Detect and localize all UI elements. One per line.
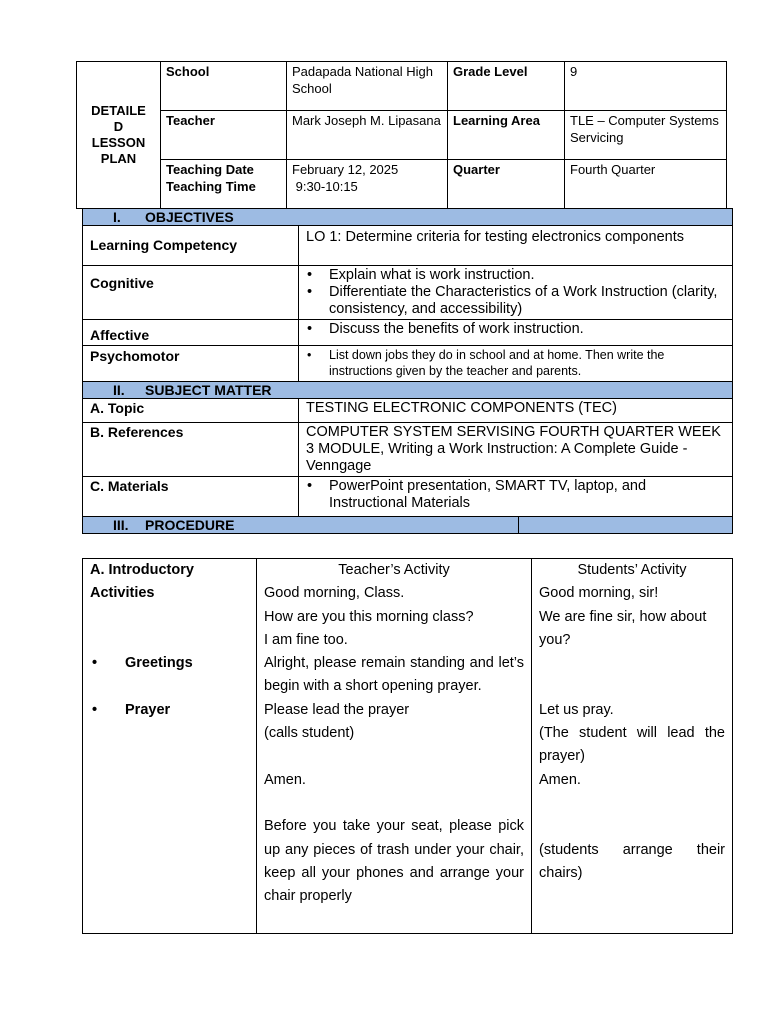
students-activity-cell [532,559,733,934]
objectives-heading: OBJECTIVES [145,209,234,225]
references-label: B. References [83,423,299,477]
student-line: Let us pray. [539,701,614,718]
greetings-bullet: • Greetings [92,655,193,672]
prayer-bullet: • Prayer [92,701,171,718]
teacher-line: (calls student) [264,725,355,742]
grade-level-label: Grade Level [448,62,565,111]
objectives-section-header: I. OBJECTIVES [83,209,733,226]
school-value: Padapada National High School [287,62,448,111]
objectives-table [82,208,733,534]
learning-area-label: Learning Area [448,111,565,160]
procedure-heading: PROCEDURE [145,517,235,533]
psychomotor-items [299,346,733,382]
procedure-table [82,558,733,934]
students-activity-header: Students’ Activity [577,562,687,578]
teacher-line: Alright, please remain standing and let’s begin with a short opening prayer. [264,655,524,695]
quarter-value: Fourth Quarter [565,160,727,209]
grade-level-value: 9 [565,62,727,111]
student-line: Good morning, sir! [539,585,659,602]
teacher-value: Mark Joseph M. Lipasana [287,111,448,160]
teacher-line: Before you take your seat, please pick up any pieces of trash under your chair, keep all your phones and arrange your chair properly [264,818,524,905]
teacher-line: Please lead the prayer [264,701,410,718]
list-item: • Differentiate the Characteristics of a Work Instruction (clarity, consistency, and accessibility) [329,284,725,318]
list-item: • Discuss the benefits of work instruction. [329,321,725,338]
school-label: School [161,62,287,111]
lesson-plan-title: DETAILE D LESSON PLAN [77,62,161,209]
list-item: • List down jobs they do in school and at home. Then write the instructions given by the teacher and parents. [329,347,725,379]
student-line: (students arrange their chairs) [539,841,725,881]
psychomotor-label: Psychomotor [83,346,299,382]
affective-items [299,320,733,346]
teaching-date-time-value [287,160,448,209]
teacher-label: Teacher [161,111,287,160]
teaching-date-label: Teaching Date [166,162,254,177]
cognitive-label: Cognitive [83,266,299,320]
teacher-line: I am fine too. [264,631,348,648]
header-table [76,61,727,209]
quarter-label: Quarter [448,160,565,209]
learning-competency-label: Learning Competency [83,226,299,266]
references-value: COMPUTER SYSTEM SERVISING FOURTH QUARTER WEEK 3 MODULE, Writing a Work Instruction: A Complete Guide - Venngage [299,423,733,477]
topic-label: A. Topic [83,399,299,423]
topic-value: TESTING ELECTRONIC COMPONENTS (TEC) [299,399,733,423]
teaching-time-value: 9:30-10:15 [292,179,358,194]
materials-label: C. Materials [83,477,299,517]
list-item: • PowerPoint presentation, SMART TV, laptop, and Instructional Materials [329,478,725,512]
student-line: We are fine sir, how about you? [539,608,707,648]
teacher-line: Amen. [264,771,306,788]
teacher-activity-header: Teacher’s Activity [338,562,450,578]
procedure-section-header: III. PROCEDURE [83,517,733,534]
learning-area-value: TLE – Computer Systems Servicing [565,111,727,160]
subject-matter-heading: SUBJECT MATTER [145,382,272,398]
teacher-activity-cell [257,559,532,934]
materials-items [299,477,733,517]
introductory-activities-cell: A. Introductory Activities • Greetings • Prayer [83,559,257,934]
teaching-date-time-label [161,160,287,209]
learning-competency-value: LO 1: Determine criteria for testing electronics components [299,226,733,266]
student-line: Amen. [539,771,581,788]
subject-matter-section-header: II. SUBJECT MATTER [83,382,733,399]
student-line: (The student will lead the prayer) [539,725,725,765]
affective-label: Affective [83,320,299,346]
teacher-line: Good morning, Class. [264,585,405,602]
cognitive-items [299,266,733,320]
list-item: • Explain what is work instruction. [329,267,725,284]
introductory-activities-label: A. Introductory [90,562,194,578]
teacher-line: How are you this morning class? [264,608,474,625]
teaching-time-label: Teaching Time [166,179,256,194]
teaching-date-value: February 12, 2025 [292,162,399,177]
